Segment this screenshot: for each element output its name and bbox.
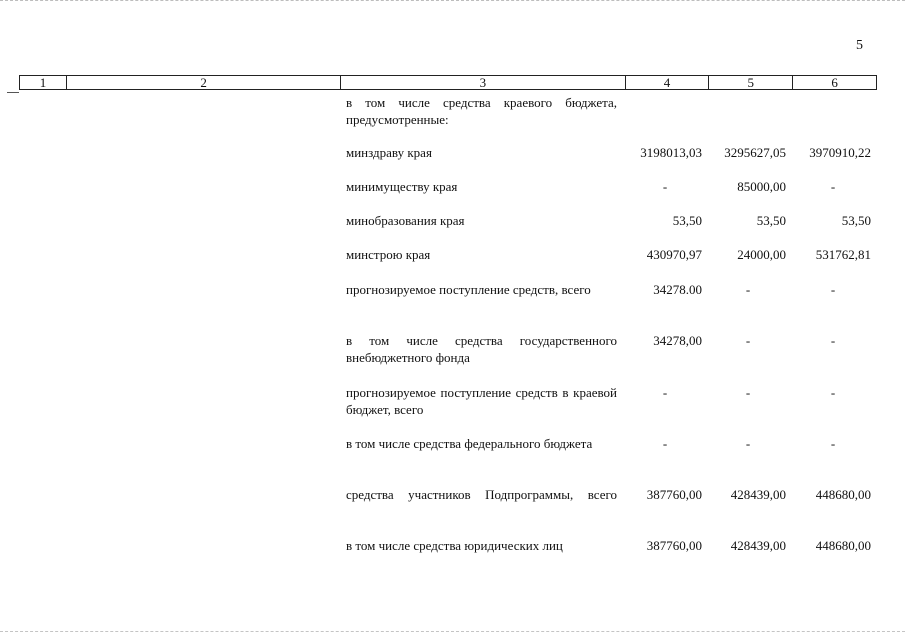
value-col-6: 53,50 — [841, 213, 871, 228]
value-col-6: 3970910,22 — [809, 145, 871, 160]
margin-mark — [7, 92, 19, 93]
value-col-6: 448680,00 — [815, 487, 871, 502]
value-col-4: 53,50 — [672, 213, 702, 228]
row-label: минздраву края — [346, 145, 432, 160]
value-col-4: - — [662, 436, 668, 451]
value-col-5: - — [745, 333, 751, 348]
column-header-3: 3 — [341, 76, 625, 89]
value-col-4: 430970,97 — [646, 247, 702, 262]
value-col-4: 387760,00 — [646, 538, 702, 553]
value-col-6: - — [830, 385, 836, 400]
value-col-5: 24000,00 — [737, 247, 786, 262]
value-col-5: - — [745, 282, 751, 297]
table-header-row — [19, 75, 877, 90]
column-header-5: 5 — [709, 76, 793, 89]
column-header-2: 2 — [67, 76, 341, 89]
row-label: в том числе средства краевого бюджета, предусмотренные: — [346, 95, 617, 127]
value-col-6: - — [830, 436, 836, 451]
value-col-4: 387760,00 — [646, 487, 702, 502]
value-col-4: 34278.00 — [653, 282, 702, 297]
value-col-6: 448680,00 — [815, 538, 871, 553]
row-label: прогнозируемое поступление средств в краевой бюджет, всего — [346, 385, 617, 417]
value-col-4: 3198013,03 — [640, 145, 702, 160]
value-col-5: 3295627,05 — [724, 145, 786, 160]
value-col-5: - — [745, 385, 751, 400]
row-label: минобразования края — [346, 213, 465, 228]
row-label: в том числе средства юридических лиц — [346, 538, 563, 553]
scan-edge-top — [0, 0, 905, 3]
value-col-5: - — [745, 436, 751, 451]
row-label: в том числе средства государственного внебюджетного фонда — [346, 333, 617, 365]
scan-edge-bottom — [0, 631, 905, 634]
value-col-5: 428439,00 — [730, 538, 786, 553]
column-header-4: 4 — [626, 76, 710, 89]
column-header-6: 6 — [831, 75, 838, 90]
row-label: минстрою края — [346, 247, 431, 262]
row-label: в том числе средства федерального бюджета — [346, 436, 593, 451]
page-number: 5 — [856, 38, 863, 53]
value-col-5: 428439,00 — [730, 487, 786, 502]
row-label: минимуществу края — [346, 179, 458, 194]
value-col-5: 85000,00 — [737, 179, 786, 194]
row-label: прогнозируемое поступление средств, всего — [346, 282, 591, 297]
value-col-6: - — [830, 282, 836, 297]
value-col-4: 34278,00 — [653, 333, 702, 348]
value-col-6: 531762,81 — [815, 247, 871, 262]
value-col-6: - — [830, 333, 836, 348]
value-col-5: 53,50 — [756, 213, 786, 228]
column-header-1: 1 — [20, 76, 67, 89]
row-label: средства участников Подпрограммы, всего — [346, 487, 617, 502]
value-col-6: - — [830, 179, 836, 194]
value-col-4: - — [662, 385, 668, 400]
value-col-4: - — [662, 179, 668, 194]
